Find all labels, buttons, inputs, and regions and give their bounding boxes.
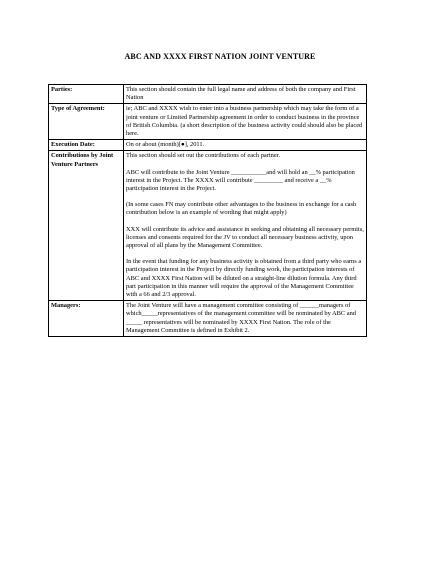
paragraph: This section should set out the contributions of each partner. (126, 152, 281, 160)
paragraph: (In some cases FN may contribute other advantages to the business in exchange for a cash contribution below is an example of wording that might apply) (126, 201, 357, 217)
paragraph: On or about (month)[●], 2011. (126, 141, 205, 149)
table-row (49, 104, 367, 140)
paragraph: ABC will contribute to the Joint Venture ___________and will hold an __% participation interest in the Project. The XXXX will contribute _________ and receive a __% participation interest in the Project. (126, 168, 355, 193)
row-value-type-of-agreement (124, 104, 367, 140)
paragraph: XXX will contribute its advice and assistance in seeking and obtaining all necessary permits, licenses and consents required for the JV to conduct all necessary business activity, upon approval of all plans by the Management Committee. (126, 225, 364, 250)
row-label-contributions: Contributions by Joint Venture Partners (49, 151, 124, 301)
row-label-execution-date: Execution Date: (49, 140, 124, 151)
row-label-type-of-agreement: Type of Agreement: (49, 104, 124, 140)
agreement-table (48, 84, 367, 337)
table-row (49, 151, 367, 301)
row-label-parties: Parties: (49, 85, 124, 104)
table-row (49, 85, 367, 104)
row-value-contributions (124, 151, 367, 301)
paragraph: In the event that funding for any business activity is obtained from a third party who earns a participation interest in the Project by directly funding work, the participation interests of ABC and XXXX First Nation will be diluted on a straight-line dilution formula. Any third part participation in this manner will require the approval of the Management Committee with a 66 and 2/3 approval. (126, 258, 362, 299)
paragraph: The Joint Venture will have a management committee consisting of ______managers of which_____representatives of the management committee will be nominated by ABC and _____ representatives will be nominated by XXXX First Nation. The role of the Management Committee is defined in Exhibit 2. (126, 302, 357, 334)
table-row (49, 140, 367, 151)
paragraph: ie; ABC and XXXX wish to enter into a business partnership which may take the form of a joint venture or Limited Partnership agreement in order to conduct business in the province of British Columbia. (a short description of the business activity could should also be placed here. (126, 105, 363, 138)
paragraph: This section should contain the full legal name and address of both the company and First Nation (126, 86, 356, 102)
document-title: ABC AND XXXX FIRST NATION JOINT VENTURE (124, 52, 316, 61)
row-label-managers: Managers: (49, 301, 124, 337)
row-value-parties (124, 85, 367, 104)
row-value-execution-date (124, 140, 367, 151)
row-value-managers (124, 301, 367, 337)
table-row (49, 301, 367, 337)
